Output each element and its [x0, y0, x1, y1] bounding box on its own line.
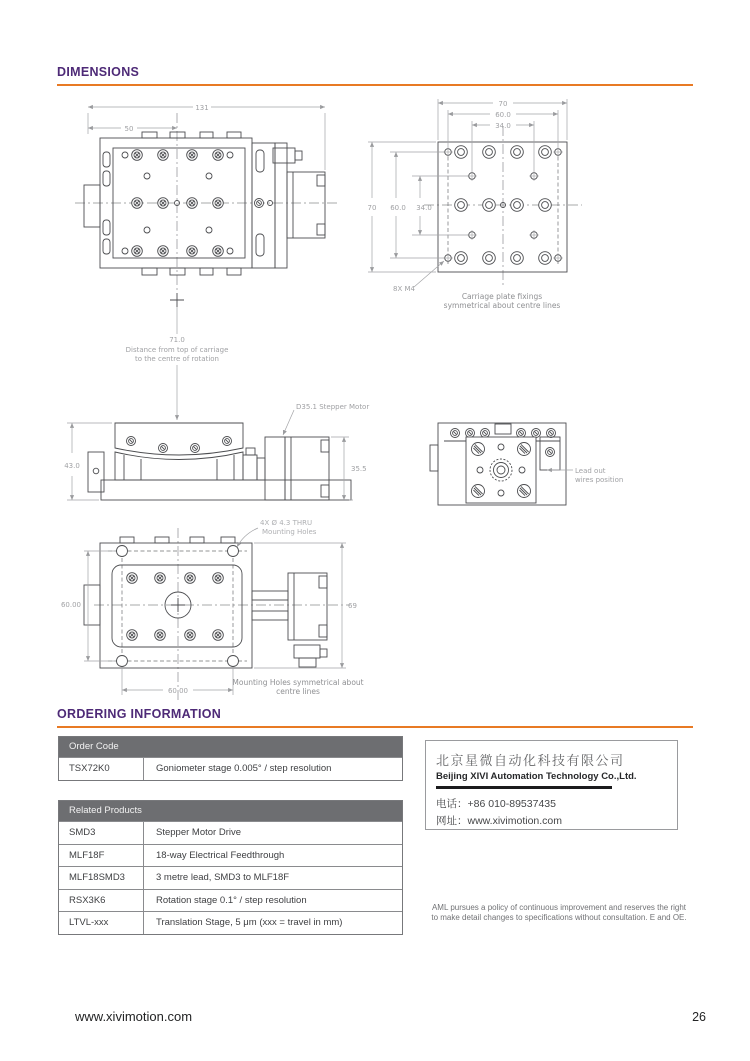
stepper-motor-label: D35.1 Stepper Motor	[296, 403, 370, 411]
dim-60-bottom: 60.00	[167, 687, 189, 695]
dim-34-top: 34.0	[495, 122, 511, 130]
dim-60-top: 60.0	[495, 111, 511, 119]
thread-label: 8X M4	[393, 285, 415, 293]
table-row	[59, 821, 402, 844]
mounting-holes-label-2: Mounting Holes	[262, 528, 317, 536]
leadout-label-1: Lead out	[575, 467, 606, 475]
product-code-cell: MLF18SMD3	[59, 867, 144, 889]
dim-34-left: 34.0	[416, 204, 432, 212]
product-code-cell: RSX3K6	[59, 890, 144, 912]
table-row	[59, 757, 402, 780]
dim-60-left: 60.0	[390, 204, 406, 212]
product-desc-cell: 18-way Electrical Feedthrough	[156, 849, 285, 861]
dim-43: 43.0	[64, 462, 80, 470]
drawing-carriage-plate	[368, 99, 582, 310]
dim-70-top: 70	[498, 100, 508, 108]
related-products-table	[58, 800, 403, 935]
product-desc-cell: 3 metre lead, SMD3 to MLF18F	[156, 872, 290, 884]
mounting-holes-label-1: 4X Ø 4.3 THRU	[260, 519, 313, 527]
drawing-end-view	[430, 423, 623, 505]
mounting-note-1: Mounting Holes symmetrical about	[232, 678, 364, 687]
table-row	[59, 866, 402, 889]
mounting-note-2: centre lines	[276, 687, 320, 696]
disclaimer	[424, 903, 694, 923]
leadout-label-2: wires position	[575, 476, 624, 484]
table-row	[59, 889, 402, 912]
footer-website: www.xivimotion.com	[75, 1009, 193, 1024]
dim-71: 71.0	[169, 336, 185, 344]
dim-69: 69	[348, 602, 357, 610]
rotation-note-1: Distance from top of carriage	[125, 346, 229, 354]
web-url: www.xivimotion.com	[467, 814, 563, 827]
dim-35-5: 35.5	[351, 465, 367, 473]
drawing-side-view	[64, 403, 369, 500]
drawing-bottom-view	[61, 519, 364, 702]
phone-number: +86 010-89537435	[467, 797, 556, 810]
carriage-note-1: Carriage plate fixings	[461, 292, 543, 301]
dim-70-left: 70	[367, 204, 377, 212]
dimensions-heading: DIMENSIONS	[57, 65, 693, 86]
product-code-cell: LTVL-xxx	[59, 912, 144, 934]
product-desc-cell: Translation Stage, 5 μm (xxx = travel in mm)	[156, 917, 343, 929]
dim-60-left-bottomview: 60.00	[60, 601, 82, 609]
product-code-cell: MLF18F	[59, 845, 144, 867]
order-desc-cell: Goniometer stage 0.005° / step resolution	[156, 763, 332, 775]
company-info-box	[425, 740, 678, 830]
table-row	[59, 844, 402, 867]
related-products-table-header: Related Products	[59, 801, 402, 821]
company-website	[436, 813, 677, 828]
company-name-en: Beijing XIVI Automation Technology Co.,Ltd.	[436, 771, 637, 782]
dim-131: 131	[195, 104, 209, 112]
product-code-cell: SMD3	[59, 822, 144, 844]
company-phone	[436, 796, 677, 811]
drawing-plan-view	[75, 104, 340, 290]
order-code-table	[58, 736, 403, 781]
phone-label: 电话：	[436, 797, 468, 810]
product-desc-cell: Rotation stage 0.1° / step resolution	[156, 894, 307, 906]
order-code-cell: TSX72K0	[59, 758, 144, 780]
disclaimer-line-2: to make detail changes to specifications without consultation. E and OE.	[431, 913, 687, 922]
ordering-heading: ORDERING INFORMATION	[57, 707, 693, 728]
rotation-note-2: to the centre of rotation	[135, 355, 219, 363]
web-label: 网址：	[436, 814, 468, 827]
page-number: 26	[692, 1010, 706, 1024]
dim-50: 50	[124, 125, 134, 133]
dimension-drawings	[0, 95, 750, 705]
table-row	[59, 911, 402, 934]
product-desc-cell: Stepper Motor Drive	[156, 827, 242, 839]
company-name-cn: 北京星微自动化科技有限公司	[436, 753, 625, 768]
order-code-table-header: Order Code	[59, 737, 402, 757]
centre-of-rotation-dimension	[126, 293, 229, 420]
disclaimer-line-1: AML pursues a policy of continuous improvement and reserves the right	[431, 903, 687, 912]
divider	[436, 786, 612, 789]
carriage-note-2: symmetrical about centre lines	[443, 301, 561, 310]
